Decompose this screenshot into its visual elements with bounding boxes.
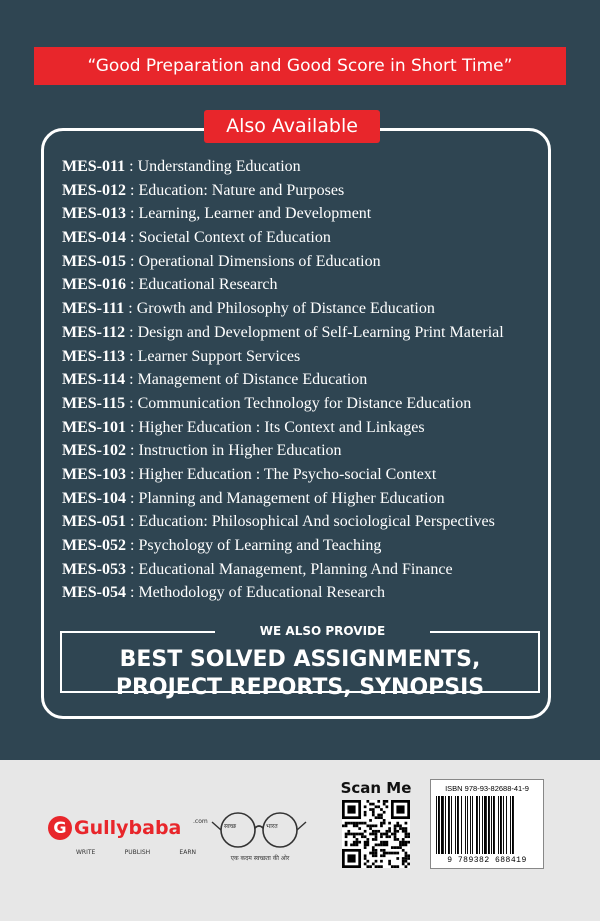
- course-separator: :: [126, 560, 139, 578]
- course-title: Learner Support Services: [137, 347, 301, 365]
- course-title: Understanding Education: [137, 158, 301, 175]
- barcode-icon: [436, 796, 538, 854]
- course-title: Societal Context of Education: [138, 229, 331, 247]
- course-separator: :: [126, 465, 139, 483]
- course-list: [62, 155, 504, 605]
- course-item: [62, 558, 504, 582]
- logo-tag-publish: PUBLISH: [124, 849, 151, 856]
- swachh-bharat-logo: [210, 808, 310, 868]
- course-code: MES-115: [62, 394, 126, 412]
- course-code: MES-051: [62, 513, 126, 531]
- course-item: [62, 226, 504, 250]
- course-code: MES-111: [62, 300, 125, 318]
- logo-tag-earn: EARN: [179, 849, 196, 856]
- qr-code: [342, 800, 410, 868]
- provide-headline: [60, 646, 540, 702]
- course-separator: :: [124, 300, 137, 318]
- course-item: [62, 273, 504, 297]
- course-item: [62, 392, 504, 416]
- swachh-word: स्वच्छ: [224, 823, 237, 830]
- course-title: Communication Technology for Distance Education: [137, 394, 472, 412]
- course-code: MES-015: [62, 252, 126, 270]
- course-item: [62, 416, 504, 440]
- course-item: [62, 368, 504, 392]
- course-code: MES-101: [62, 418, 126, 436]
- course-title: Psychology of Learning and Teaching: [138, 537, 382, 554]
- scan-me-label: Scan Me: [340, 779, 412, 797]
- logo-tags: [76, 849, 196, 856]
- course-separator: :: [125, 371, 138, 389]
- course-code: MES-013: [62, 205, 126, 223]
- course-title: Methodology of Educational Research: [138, 584, 386, 602]
- glasses-icon: [210, 808, 310, 854]
- course-item: [62, 202, 504, 226]
- provide-label: WE ALSO PROVIDE: [259, 624, 386, 638]
- provide-frame-top-left: [60, 631, 215, 633]
- barcode-digits: 9 789382 688419: [447, 856, 527, 865]
- course-code: MES-114: [62, 371, 126, 389]
- course-code: MES-011: [62, 158, 126, 175]
- course-item: [62, 487, 504, 511]
- course-code: MES-113: [62, 347, 126, 365]
- bharat-word: भारत: [266, 823, 278, 830]
- also-available-heading: Also Available: [204, 110, 380, 143]
- course-title: Education: Philosophical And sociological Perspectives: [138, 513, 495, 531]
- qr-code-icon: [342, 800, 410, 868]
- tagline-banner: “Good Preparation and Good Score in Short Time”: [34, 47, 566, 85]
- course-title: Instruction in Higher Education: [138, 442, 342, 460]
- course-code: MES-052: [62, 537, 126, 554]
- course-code: MES-112: [62, 323, 126, 341]
- course-separator: :: [126, 205, 139, 223]
- course-separator: :: [125, 347, 138, 365]
- course-code: MES-053: [62, 560, 126, 578]
- course-item: [62, 463, 504, 487]
- course-title: Management of Distance Education: [137, 371, 368, 389]
- course-item: [62, 321, 504, 345]
- course-separator: :: [125, 394, 138, 412]
- course-title: Educational Management, Planning And Finance: [138, 560, 453, 578]
- course-code: MES-016: [62, 276, 126, 294]
- course-separator: :: [126, 252, 139, 270]
- course-item: [62, 439, 504, 463]
- course-code: MES-012: [62, 181, 126, 199]
- course-code: MES-054: [62, 584, 126, 602]
- course-item: [62, 510, 504, 534]
- course-title: Education: Nature and Purposes: [138, 181, 345, 199]
- course-separator: :: [126, 276, 139, 294]
- course-separator: :: [126, 513, 139, 531]
- course-separator: :: [126, 489, 139, 507]
- course-code: MES-103: [62, 465, 126, 483]
- course-title: Higher Education : The Psycho-social Context: [138, 465, 437, 483]
- course-code: MES-104: [62, 489, 126, 507]
- logo-tag-write: WRITE: [76, 849, 96, 856]
- logo-mark-icon: G: [48, 816, 72, 840]
- course-title: Design and Development of Self-Learning Print Material: [137, 323, 504, 341]
- course-separator: :: [126, 442, 139, 460]
- course-separator: :: [126, 229, 139, 247]
- provide-line-2: PROJECT REPORTS, SYNOPSIS: [115, 675, 485, 700]
- course-item: [62, 179, 504, 203]
- course-item: [62, 250, 504, 274]
- course-title: Learning, Learner and Development: [138, 205, 372, 223]
- course-separator: :: [125, 158, 138, 175]
- course-title: Planning and Management of Higher Education: [138, 489, 445, 507]
- isbn-barcode: [430, 779, 544, 869]
- swachh-caption: एक कदम स्वच्छता की ओर: [230, 855, 290, 862]
- gullybaba-logo: [48, 816, 208, 866]
- course-title: Operational Dimensions of Education: [138, 252, 381, 270]
- course-title: Educational Research: [138, 276, 278, 294]
- course-item: [62, 581, 504, 605]
- course-title: Growth and Philosophy of Distance Education: [136, 300, 435, 318]
- course-item: [62, 345, 504, 369]
- course-separator: :: [126, 418, 139, 436]
- course-separator: :: [126, 181, 139, 199]
- logo-name: Gullybaba: [74, 817, 182, 839]
- logo-suffix: .com: [193, 818, 208, 825]
- course-separator: :: [126, 584, 139, 602]
- course-code: MES-102: [62, 442, 126, 460]
- course-title: Higher Education : Its Context and Linkages: [138, 418, 425, 436]
- provide-section: [60, 624, 540, 700]
- course-separator: :: [126, 537, 139, 554]
- provide-line-1: BEST SOLVED ASSIGNMENTS,: [119, 647, 481, 672]
- course-code: MES-014: [62, 229, 126, 247]
- course-item: [62, 297, 504, 321]
- isbn-label: ISBN 978-93-82688-41-9: [445, 784, 529, 793]
- course-item: [62, 534, 504, 558]
- course-separator: :: [125, 323, 138, 341]
- course-item: [62, 155, 504, 179]
